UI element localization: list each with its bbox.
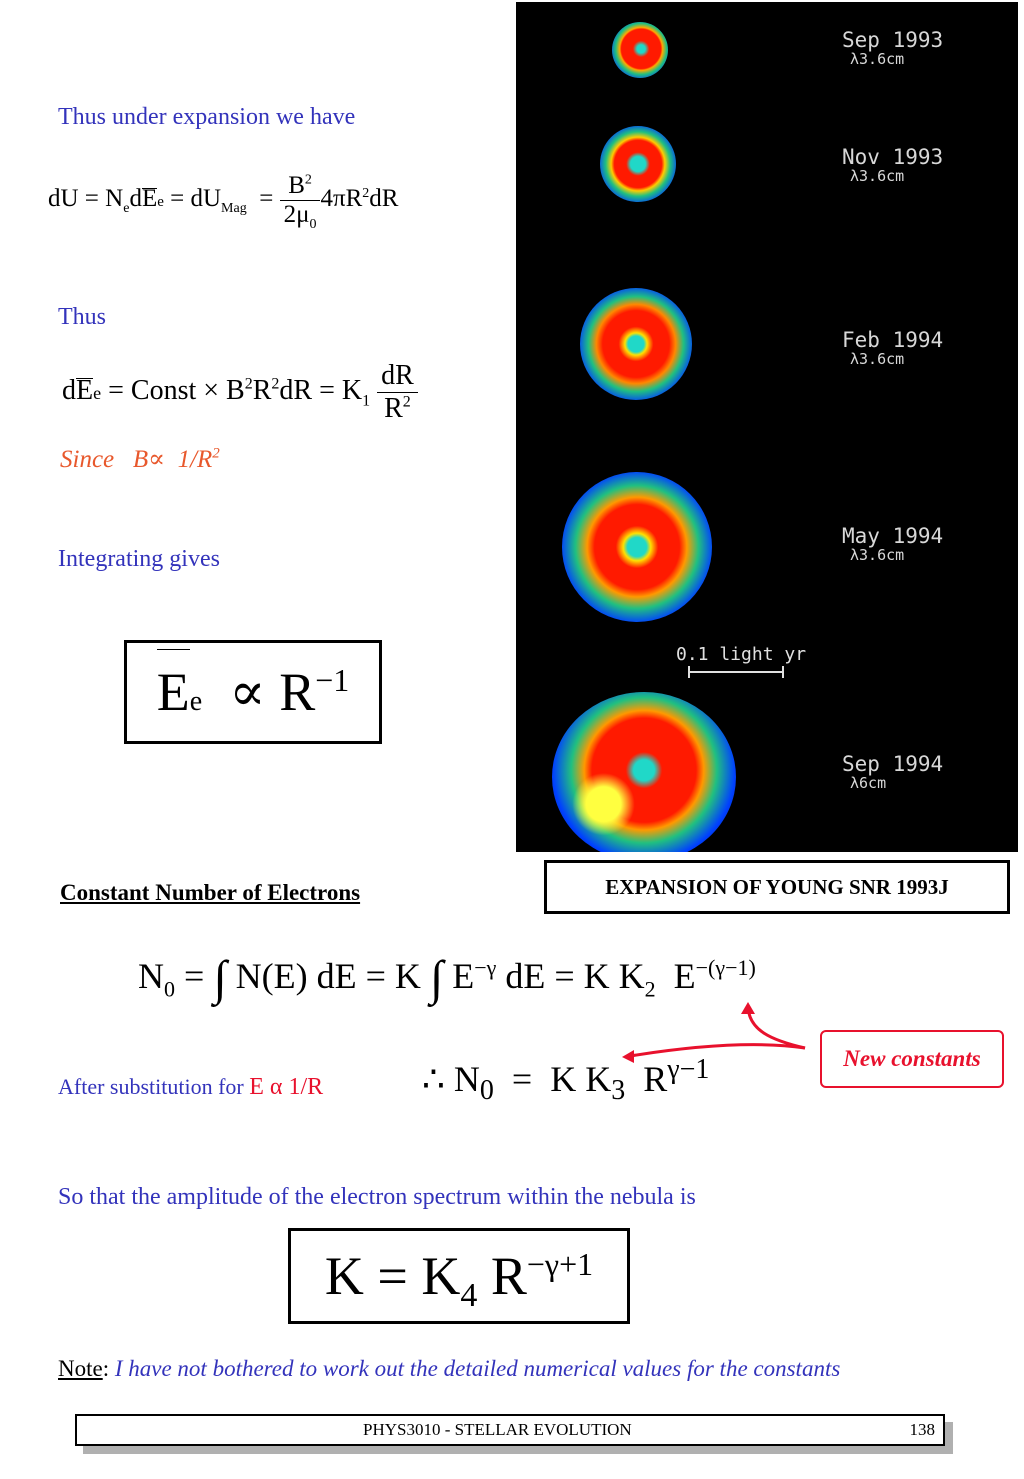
electron-number-equation: $N_0$ = ∫ N(E) dE = K ∫ $E^{-\gamma}$ dE = K $K_2$ $E^{-(\gamma-1)}$ [138, 951, 756, 1005]
note-line: Note: I have not bothered to work out the detailed numerical values for the constants [58, 1356, 841, 1381]
page-footer [75, 1414, 945, 1446]
note-text: I have not bothered to work out the detailed numerical values for the constants [114, 1356, 841, 1381]
snr-blob-nov-1993 [600, 126, 676, 202]
new-constants-callout: New constants [820, 1030, 1004, 1088]
note-label: Note [58, 1356, 103, 1381]
epoch-label: Sep 1994 λ6cm [842, 752, 944, 792]
amplitude-result-box: $K = K_4$ $R^{-\gamma+1}$ [288, 1228, 630, 1324]
snr-blob-sep-1994 [552, 692, 736, 852]
since-text: Since $B\propto 1/R^2$ [60, 445, 220, 473]
snr-blob-sep-1993 [612, 22, 668, 78]
epoch-label: Sep 1993 λ3.6cm [842, 28, 944, 68]
section-heading: Constant Number of Electrons [60, 880, 361, 905]
scale-bar-label: 0.1 light yr [676, 644, 807, 665]
energy-equation: dU = $N_edEe = dU_{Mag}$ = $\frac{B^2}{2\mu_0}$ $4\pi R^2dR$ [48, 172, 399, 232]
integrating-text: Integrating gives [58, 546, 220, 572]
n0-substituted-equation: ∴ $N_0 = K$ $K_3$ $R^{\gamma-1}$ [422, 1054, 710, 1107]
epoch-label: Feb 1994 λ3.6cm [842, 328, 944, 368]
scale-bar [688, 666, 784, 676]
so-that-text: So that the amplitude of the electron spectrum within the nebula is [58, 1184, 696, 1210]
snr-blob-may-1994 [562, 472, 712, 622]
intro-text: Thus under expansion we have [58, 104, 356, 130]
energy-derivative-equation: dEe = Const × $B^2R^2dR = K_1$ $\frac{dR}{R^2}$ [62, 360, 418, 425]
footer-page-number: 138 [909, 1420, 935, 1439]
epoch-label: May 1994 λ3.6cm [842, 524, 944, 564]
after-substitution-text: After substitution for E α 1/R [58, 1074, 324, 1100]
epoch-label: Nov 1993 λ3.6cm [842, 145, 944, 185]
snr-image-panel [516, 2, 1018, 852]
thus-text: Thus [58, 304, 106, 330]
footer-course: PHYS3010 - STELLAR EVOLUTION [363, 1420, 632, 1439]
energy-result-box: $Ee \propto R^{-1}$ [124, 640, 382, 744]
snr-blob-feb-1994 [580, 288, 692, 400]
image-caption: EXPANSION OF YOUNG SNR 1993J [544, 860, 1010, 914]
